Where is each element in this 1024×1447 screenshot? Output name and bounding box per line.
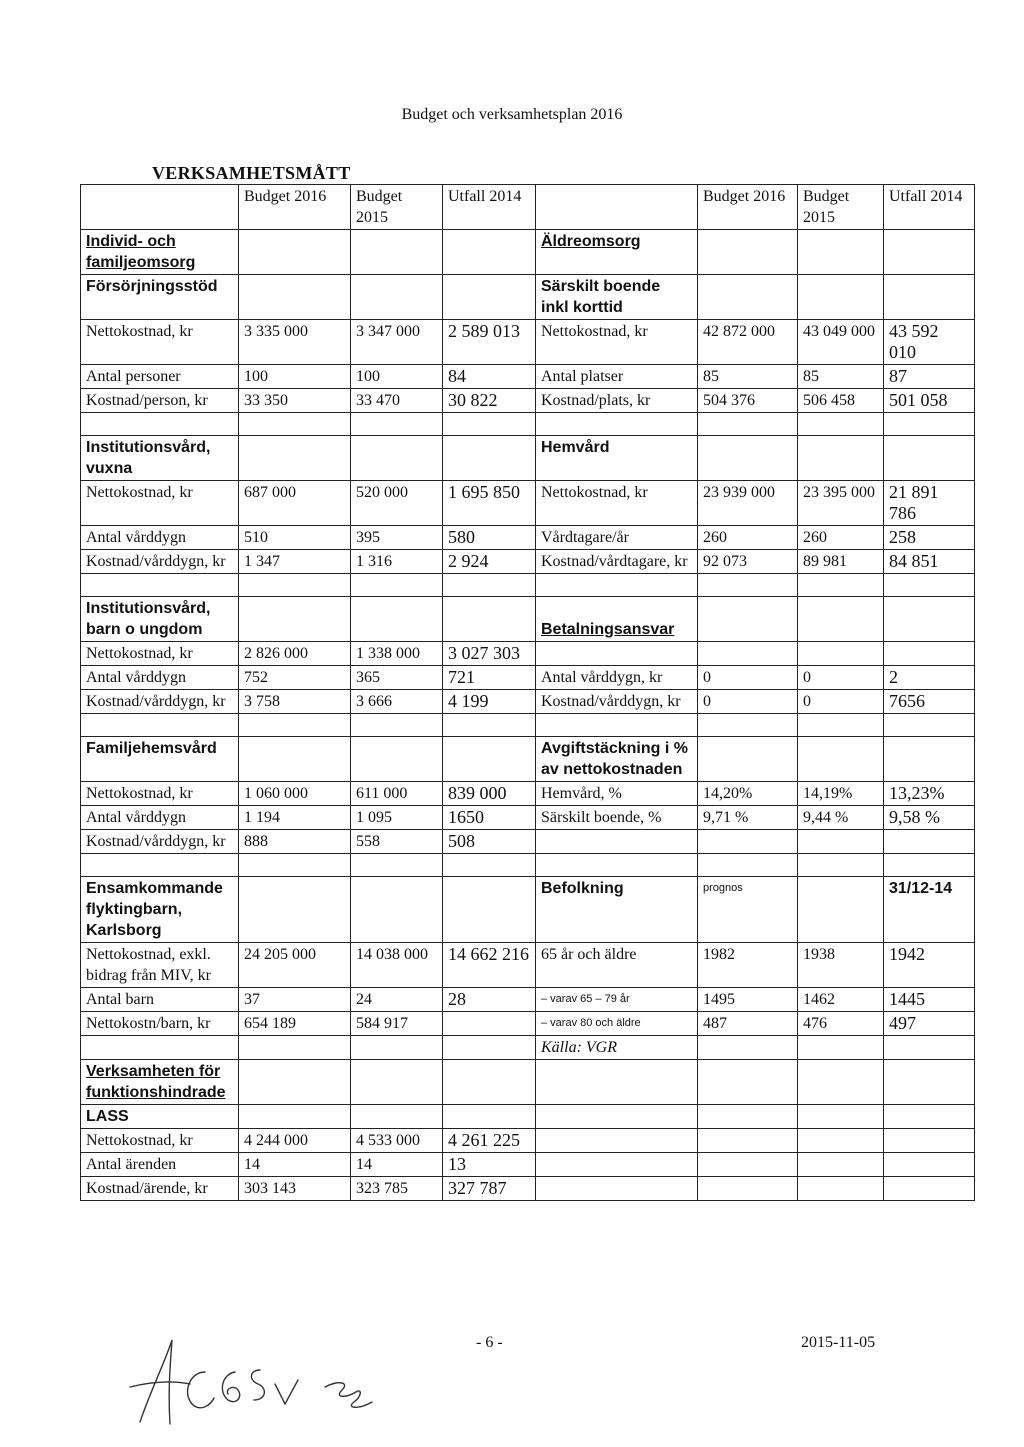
table-row: [81, 943, 975, 988]
measures-table: [80, 184, 975, 1201]
section-ensamkommande: Ensamkommande flyktingbarn, Karlsborg: [81, 877, 239, 943]
col-budget-2016: Budget 2016: [239, 185, 351, 230]
sb-row-label: Kostnad/plats, kr: [536, 389, 698, 413]
iv-row-label: Nettokostnad, kr: [81, 481, 239, 526]
sb-budget-2016: 504 376: [698, 389, 798, 413]
table-row: [81, 782, 975, 806]
fh-utfall-2014: 508: [443, 830, 536, 854]
bf-row-label: – varav 80 och äldre: [536, 1012, 698, 1036]
table-row: [81, 550, 975, 574]
hv-utfall-2014: 258: [884, 526, 975, 550]
empty-cell: [536, 1129, 698, 1153]
hv-budget-2015: 89 981: [798, 550, 884, 574]
fs-row-label: Antal personer: [81, 365, 239, 389]
fs-budget-2016: 3 335 000: [239, 320, 351, 365]
col-budget-2015: Budget 2015: [351, 185, 443, 230]
empty-cell: [798, 830, 884, 854]
table-row: [81, 320, 975, 365]
sb-row-label: Antal platser: [536, 365, 698, 389]
ib-utfall-2014: 721: [443, 666, 536, 690]
ag-budget-2015: 9,44 %: [798, 806, 884, 830]
iv-budget-2016: 1 347: [239, 550, 351, 574]
lass-budget-2015: 14: [351, 1153, 443, 1177]
iv-row-label: Kostnad/vårddygn, kr: [81, 550, 239, 574]
ek-budget-2015: 584 917: [351, 1012, 443, 1036]
sb-budget-2015: 85: [798, 365, 884, 389]
table-row: [81, 1177, 975, 1201]
bf-row-label: 65 år och äldre: [536, 943, 698, 988]
empty-cell: [698, 1177, 798, 1201]
section-familjehemsvard: Familjehemsvård: [81, 737, 239, 782]
section-title-row: [81, 1060, 975, 1105]
sb-budget-2015: 506 458: [798, 389, 884, 413]
sb-utfall-2014: 87: [884, 365, 975, 389]
section-title-row: [81, 877, 975, 943]
section-hemvard: Hemvård: [536, 436, 698, 481]
ag-row-label: Hemvård, %: [536, 782, 698, 806]
fs-utfall-2014: 84: [443, 365, 536, 389]
lass-utfall-2014: 4 261 225: [443, 1129, 536, 1153]
ek-utfall-2014: 14 662 216: [443, 943, 536, 988]
fh-row-label: Nettokostnad, kr: [81, 782, 239, 806]
bs-utfall-2014: 2: [884, 666, 975, 690]
fh-utfall-2014: 839 000: [443, 782, 536, 806]
lass-row-label: Nettokostnad, kr: [81, 1129, 239, 1153]
ek-row-label: Nettokostnad, exkl. bidrag från MIV, kr: [81, 943, 239, 988]
empty-cell: [884, 642, 975, 666]
ek-budget-2016: 654 189: [239, 1012, 351, 1036]
bf-budget-2016: 1495: [698, 988, 798, 1012]
hv-utfall-2014: 84 851: [884, 550, 975, 574]
fh-budget-2016: 888: [239, 830, 351, 854]
ib-budget-2015: 3 666: [351, 690, 443, 714]
section-title-row: [81, 275, 975, 320]
hv-budget-2016: 260: [698, 526, 798, 550]
iv-budget-2015: 395: [351, 526, 443, 550]
section-befolkning: Befolkning: [536, 877, 698, 943]
lass-budget-2016: 4 244 000: [239, 1129, 351, 1153]
iv-row-label: Antal vårddygn: [81, 526, 239, 550]
befolkning-prognos: prognos: [698, 877, 798, 943]
section-title-row: [81, 737, 975, 782]
ib-budget-2016: 752: [239, 666, 351, 690]
col-utfall-2014: Utfall 2014: [443, 185, 536, 230]
fs-budget-2015: 33 470: [351, 389, 443, 413]
lass-budget-2016: 14: [239, 1153, 351, 1177]
ib-budget-2015: 365: [351, 666, 443, 690]
ag-budget-2015: 14,19%: [798, 782, 884, 806]
empty-cell: [536, 642, 698, 666]
ek-budget-2015: 14 038 000: [351, 943, 443, 988]
ag-row-label: Särskilt boende, %: [536, 806, 698, 830]
hv-budget-2015: 260: [798, 526, 884, 550]
fs-budget-2015: 100: [351, 365, 443, 389]
empty-cell: [884, 1153, 975, 1177]
empty-cell: [798, 1129, 884, 1153]
page-title: VERKSAMHETSMÅTT: [152, 163, 351, 183]
ib-row-label: Antal vårddygn: [81, 666, 239, 690]
bf-budget-2016: 487: [698, 1012, 798, 1036]
bs-utfall-2014: 7656: [884, 690, 975, 714]
empty-cell: [536, 830, 698, 854]
ek-row-label: Nettokostn/barn, kr: [81, 1012, 239, 1036]
bf-utfall-2014: 497: [884, 1012, 975, 1036]
ib-budget-2016: 2 826 000: [239, 642, 351, 666]
table-row: [81, 1129, 975, 1153]
fs-row-label: Nettokostnad, kr: [81, 320, 239, 365]
lass-budget-2015: 323 785: [351, 1177, 443, 1201]
section-aldreomsorg: Äldreomsorg: [536, 230, 698, 275]
hv-row-label: Kostnad/vårdtagare, kr: [536, 550, 698, 574]
table-row: [81, 988, 975, 1012]
empty-cell: [798, 1153, 884, 1177]
iv-budget-2016: 510: [239, 526, 351, 550]
fs-utfall-2014: 2 589 013: [443, 320, 536, 365]
fh-row-label: Antal vårddygn: [81, 806, 239, 830]
fs-budget-2016: 100: [239, 365, 351, 389]
ek-budget-2016: 37: [239, 988, 351, 1012]
section-lass: LASS: [81, 1105, 239, 1129]
hv-budget-2015: 23 395 000: [798, 481, 884, 526]
bf-budget-2016: 1982: [698, 943, 798, 988]
section-title-row: [81, 230, 975, 275]
column-header-row: [81, 185, 975, 230]
ek-utfall-2014: 28: [443, 988, 536, 1012]
sb-row-label: Nettokostnad, kr: [536, 320, 698, 365]
empty-cell: [884, 1177, 975, 1201]
col-utfall-2014-right: Utfall 2014: [884, 185, 975, 230]
iv-budget-2015: 1 316: [351, 550, 443, 574]
iv-budget-2015: 520 000: [351, 481, 443, 526]
section-forsorjningsstod: Försörjningsstöd: [81, 275, 239, 320]
befolkning-date: 31/12-14: [884, 877, 975, 943]
iv-utfall-2014: 1 695 850: [443, 481, 536, 526]
col-budget-2016-right: Budget 2016: [698, 185, 798, 230]
section-sarskilt-boende: Särskilt boende inkl korttid: [536, 275, 698, 320]
table-row: [81, 365, 975, 389]
lass-row-label: Kostnad/ärende, kr: [81, 1177, 239, 1201]
bs-budget-2016: 0: [698, 666, 798, 690]
ag-budget-2016: 14,20%: [698, 782, 798, 806]
table-row: [81, 389, 975, 413]
fs-row-label: Kostnad/person, kr: [81, 389, 239, 413]
section-institutionsvard-barn: Institutionsvård, barn o ungdom: [81, 597, 239, 642]
fh-budget-2016: 1 060 000: [239, 782, 351, 806]
col-budget-2015-right: Budget 2015: [798, 185, 884, 230]
bf-budget-2015: 1462: [798, 988, 884, 1012]
hv-utfall-2014: 21 891 786: [884, 481, 975, 526]
table-row: [81, 806, 975, 830]
bf-budget-2015: 476: [798, 1012, 884, 1036]
empty-cell: [536, 1177, 698, 1201]
bs-budget-2015: 0: [798, 690, 884, 714]
table-row: [81, 1012, 975, 1036]
ag-budget-2016: 9,71 %: [698, 806, 798, 830]
hv-budget-2016: 23 939 000: [698, 481, 798, 526]
ib-row-label: Kostnad/vårddygn, kr: [81, 690, 239, 714]
empty-cell: [536, 1153, 698, 1177]
section-avgiftstackning: Avgiftstäckning i % av nettokostnaden: [536, 737, 698, 782]
fh-budget-2015: 1 095: [351, 806, 443, 830]
fh-row-label: Kostnad/vårddygn, kr: [81, 830, 239, 854]
fh-budget-2016: 1 194: [239, 806, 351, 830]
section-title-row: [81, 597, 975, 642]
ib-utfall-2014: 4 199: [443, 690, 536, 714]
hv-row-label: Nettokostnad, kr: [536, 481, 698, 526]
section-title-row: [81, 436, 975, 481]
empty-cell: [698, 1153, 798, 1177]
table-row: [81, 481, 975, 526]
ek-utfall-2014: [443, 1012, 536, 1036]
table-row: [81, 526, 975, 550]
bf-utfall-2014: 1942: [884, 943, 975, 988]
iv-utfall-2014: 2 924: [443, 550, 536, 574]
empty-cell: [698, 642, 798, 666]
bf-row-label: – varav 65 – 79 år: [536, 988, 698, 1012]
ek-row-label: Antal barn: [81, 988, 239, 1012]
lass-budget-2015: 4 533 000: [351, 1129, 443, 1153]
ib-row-label: Nettokostnad, kr: [81, 642, 239, 666]
fs-budget-2015: 3 347 000: [351, 320, 443, 365]
ek-budget-2016: 24 205 000: [239, 943, 351, 988]
document-date: 2015-11-05: [801, 1334, 876, 1351]
fs-utfall-2014: 30 822: [443, 389, 536, 413]
hv-budget-2016: 92 073: [698, 550, 798, 574]
empty-cell: [884, 1129, 975, 1153]
sb-utfall-2014: 501 058: [884, 389, 975, 413]
table-row: [81, 830, 975, 854]
lass-utfall-2014: 13: [443, 1153, 536, 1177]
page-header: Budget och verksamhetsplan 2016: [401, 106, 623, 123]
ek-budget-2015: 24: [351, 988, 443, 1012]
hv-row-label: Vårdtagare/år: [536, 526, 698, 550]
lass-utfall-2014: 327 787: [443, 1177, 536, 1201]
bf-budget-2015: 1938: [798, 943, 884, 988]
page-number: - 6 -: [476, 1334, 503, 1351]
fh-utfall-2014: 1650: [443, 806, 536, 830]
sb-utfall-2014: 43 592 010: [884, 320, 975, 365]
bs-budget-2015: 0: [798, 666, 884, 690]
ib-budget-2016: 3 758: [239, 690, 351, 714]
bs-row-label: Kostnad/vårddygn, kr: [536, 690, 698, 714]
ib-budget-2015: 1 338 000: [351, 642, 443, 666]
table-row: [81, 1153, 975, 1177]
empty-cell: [698, 830, 798, 854]
section-ifo: Individ- och familjeomsorg: [81, 230, 239, 275]
lass-budget-2016: 303 143: [239, 1177, 351, 1201]
iv-budget-2016: 687 000: [239, 481, 351, 526]
ib-utfall-2014: 3 027 303: [443, 642, 536, 666]
bs-budget-2016: 0: [698, 690, 798, 714]
section-title-row: [81, 1105, 975, 1129]
fs-budget-2016: 33 350: [239, 389, 351, 413]
fh-budget-2015: 611 000: [351, 782, 443, 806]
table-row: [81, 666, 975, 690]
section-funktionshindrade: Verksamheten för funktionshindrade: [81, 1060, 239, 1105]
iv-utfall-2014: 580: [443, 526, 536, 550]
ag-utfall-2014: 13,23%: [884, 782, 975, 806]
empty-cell: [698, 1129, 798, 1153]
lass-row-label: Antal ärenden: [81, 1153, 239, 1177]
empty-cell: [884, 830, 975, 854]
sb-budget-2015: 43 049 000: [798, 320, 884, 365]
signature-initials: [110, 1332, 390, 1432]
bf-utfall-2014: 1445: [884, 988, 975, 1012]
fh-budget-2015: 558: [351, 830, 443, 854]
bs-row-label: Antal vårddygn, kr: [536, 666, 698, 690]
source-note: Källa: VGR: [536, 1036, 698, 1060]
section-institutionsvard-vuxna: Institutionsvård, vuxna: [81, 436, 239, 481]
sb-budget-2016: 85: [698, 365, 798, 389]
empty-cell: [798, 642, 884, 666]
sb-budget-2016: 42 872 000: [698, 320, 798, 365]
empty-cell: [798, 1177, 884, 1201]
table-row: [81, 690, 975, 714]
section-betalningsansvar: Betalningsansvar: [536, 597, 698, 642]
table-row: [81, 642, 975, 666]
ag-utfall-2014: 9,58 %: [884, 806, 975, 830]
